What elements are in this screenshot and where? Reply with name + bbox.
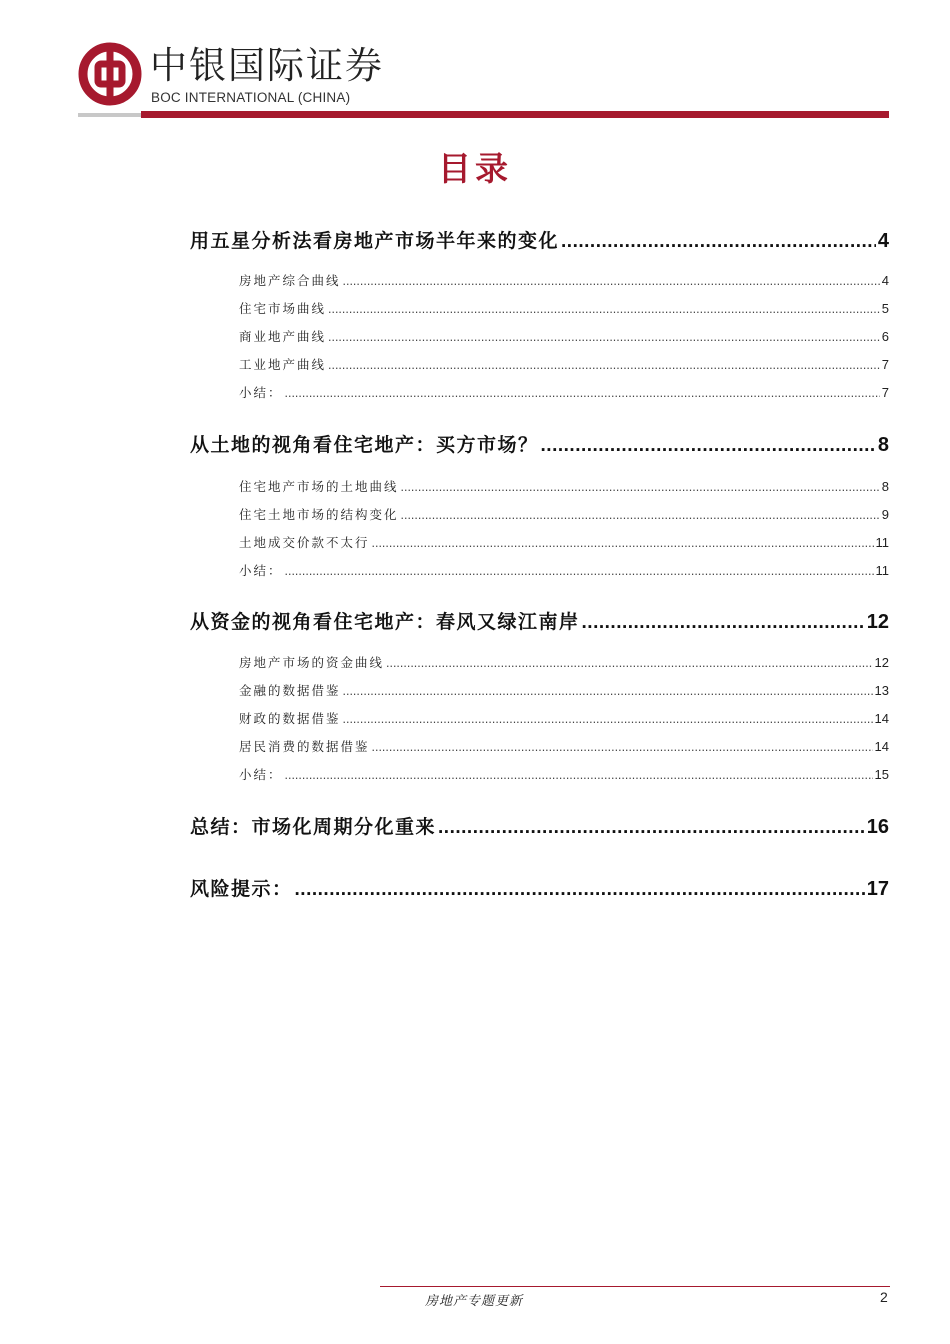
brand-name-cn: 中银国际证券 <box>150 44 384 87</box>
toc-page-number: 17 <box>866 878 889 900</box>
toc-entry-text: 土地成交价款不太行 <box>239 535 370 550</box>
toc-entry-text: 房地产市场的资金曲线 <box>239 655 385 670</box>
footer-rule <box>380 1286 890 1287</box>
toc-leader <box>285 564 874 578</box>
toc-leader <box>285 768 873 782</box>
toc-entry-level2[interactable] <box>239 653 889 671</box>
toc-entry-text: 房地产综合曲线 <box>239 273 341 288</box>
toc-entry-text: 风险提示： <box>190 878 293 900</box>
toc-page-number: 4 <box>881 273 889 288</box>
toc-page-number: 11 <box>875 563 889 578</box>
toc-page-number: 12 <box>866 611 889 633</box>
footer-page-number: 2 <box>880 1289 888 1305</box>
toc-leader <box>328 302 880 316</box>
toc-entry-text: 从资金的视角看住宅地产：春风又绿江南岸 <box>190 611 580 633</box>
toc-leader <box>285 386 880 400</box>
toc-page-number: 16 <box>866 816 889 838</box>
toc-page-number: 8 <box>881 479 889 494</box>
toc-entry-text: 小结： <box>239 563 283 578</box>
toc-page-number: 9 <box>881 507 889 522</box>
toc-leader <box>582 612 865 634</box>
toc-leader <box>561 231 876 253</box>
toc-leader <box>372 536 874 550</box>
toc-entry-text: 居民消费的数据借鉴 <box>239 739 370 754</box>
toc-leader <box>401 508 880 522</box>
toc-leader <box>343 712 873 726</box>
toc-entry-text: 总结：市场化周期分化重来 <box>190 816 437 838</box>
toc-entry-text: 用五星分析法看房地产市场半年来的变化 <box>190 230 560 252</box>
toc-entry-text: 住宅地产市场的土地曲线 <box>239 479 399 494</box>
toc-entry-text: 商业地产曲线 <box>239 329 327 344</box>
boc-logo-icon <box>78 42 142 106</box>
toc-entry-level2[interactable] <box>239 383 889 401</box>
toc-page-number: 7 <box>881 357 889 372</box>
toc-page-number: 12 <box>874 655 889 670</box>
toc-entry-level2[interactable] <box>239 505 889 523</box>
toc-page-number: 4 <box>877 230 889 252</box>
toc-entry-level1[interactable] <box>190 226 889 253</box>
toc-leader <box>328 330 880 344</box>
toc-title: 目录 <box>438 149 512 188</box>
toc-page-number: 14 <box>874 711 889 726</box>
toc-entry-level1[interactable] <box>190 874 889 901</box>
toc-entry-level2[interactable] <box>239 327 889 345</box>
toc-leader <box>401 480 880 494</box>
toc-page-number: 11 <box>875 535 889 550</box>
toc-leader <box>343 274 880 288</box>
toc-entry-text: 住宅市场曲线 <box>239 301 327 316</box>
toc-leader <box>541 435 876 457</box>
toc-entry-level2[interactable] <box>239 271 889 289</box>
toc-entry-level2[interactable] <box>239 477 889 495</box>
toc-page-number: 8 <box>877 434 889 456</box>
toc-page-number: 5 <box>881 301 889 316</box>
toc-entry-level1[interactable] <box>190 607 889 634</box>
toc-entry-text: 小结： <box>239 767 283 782</box>
toc-page-number: 7 <box>881 385 889 400</box>
brand-name-en: BOC INTERNATIONAL (CHINA) <box>151 90 351 105</box>
toc-entry-level2[interactable] <box>239 765 889 783</box>
toc-entry-level1[interactable] <box>190 430 889 457</box>
toc-entry-level2[interactable] <box>239 561 889 579</box>
toc-page-number: 13 <box>874 683 889 698</box>
toc-entry-level2[interactable] <box>239 709 889 727</box>
toc-entry-text: 住宅土地市场的结构变化 <box>239 507 399 522</box>
toc-leader <box>438 817 865 839</box>
toc-entry-level2[interactable] <box>239 299 889 317</box>
toc-leader <box>295 879 865 901</box>
header-rule-red <box>141 111 889 118</box>
toc-entry-level2[interactable] <box>239 355 889 373</box>
toc-entry-level2[interactable] <box>239 737 889 755</box>
toc-entry-text: 从土地的视角看住宅地产：买方市场？ <box>190 434 539 456</box>
footer-title: 房地产专题更新 <box>425 1294 524 1309</box>
toc-entry-text: 小结： <box>239 385 283 400</box>
toc-leader <box>343 684 873 698</box>
toc-leader <box>328 358 880 372</box>
toc-entry-level1[interactable] <box>190 812 889 839</box>
toc-entry-text: 金融的数据借鉴 <box>239 683 341 698</box>
toc-page-number: 14 <box>874 739 889 754</box>
toc-entry-text: 工业地产曲线 <box>239 357 327 372</box>
toc-entry-level2[interactable] <box>239 681 889 699</box>
toc-leader <box>372 740 873 754</box>
toc-page-number: 15 <box>874 767 889 782</box>
toc-entry-level2[interactable] <box>239 533 889 551</box>
toc-leader <box>386 656 873 670</box>
toc-entry-text: 财政的数据借鉴 <box>239 711 341 726</box>
toc-page-number: 6 <box>881 329 889 344</box>
